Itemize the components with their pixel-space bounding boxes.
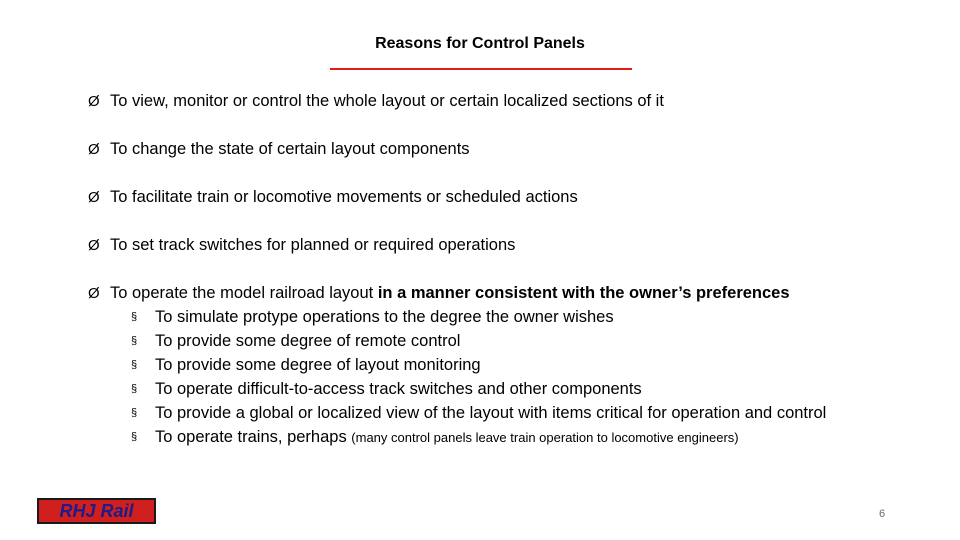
square-bullet-icon: § — [131, 407, 138, 419]
sub-bullet-item — [131, 354, 481, 376]
sub-bullet-item — [131, 402, 826, 424]
sub-bullet-text: To provide some degree of remote control — [155, 332, 461, 350]
square-bullet-icon: § — [131, 311, 138, 323]
logo-text: RHJ Rail — [59, 501, 134, 521]
sub-bullet-item — [131, 426, 739, 449]
sub-bullet-item — [131, 330, 460, 352]
bullet-text: To view, monitor or control the whole layout or certain localized sections of it — [110, 92, 664, 110]
bullet-text: To facilitate train or locomotive movements or scheduled actions — [110, 188, 578, 206]
arrow-bullet-icon: Ø — [88, 189, 100, 206]
arrow-bullet-icon: Ø — [88, 285, 100, 302]
sub-bullet-text: To provide a global or localized view of the layout with items critical for operation and control — [155, 404, 827, 422]
sub-bullet-text: To operate trains, perhaps — [155, 428, 352, 446]
bullet-item — [88, 138, 470, 161]
sub-bullet-text: To provide some degree of layout monitoring — [155, 356, 481, 374]
bullet-text: To change the state of certain layout components — [110, 140, 470, 158]
bullet-item — [88, 90, 664, 113]
bullet-text: To set track switches for planned or required operations — [110, 236, 516, 254]
arrow-bullet-icon: Ø — [88, 93, 100, 110]
sub-bullet-item — [131, 306, 614, 328]
square-bullet-icon: § — [131, 431, 138, 443]
page-number: 6 — [878, 508, 886, 520]
square-bullet-icon: § — [131, 335, 138, 347]
title-underline — [330, 68, 632, 70]
rhj-rail-logo — [37, 498, 156, 524]
sub-bullet-text: To operate difficult-to-access track switches and other components — [155, 380, 642, 398]
sub-bullet-text: To simulate protype operations to the degree the owner wishes — [155, 308, 614, 326]
sub-bullet-note: (many control panels leave train operation to locomotive engineers) — [351, 430, 739, 445]
arrow-bullet-icon: Ø — [88, 141, 100, 158]
sub-bullet-item — [131, 378, 642, 400]
bullet-text: To operate the model railroad layout — [110, 284, 378, 302]
bullet-item — [88, 186, 578, 209]
arrow-bullet-icon: Ø — [88, 237, 100, 254]
square-bullet-icon: § — [131, 359, 138, 371]
bullet-bold-text: in a manner consistent with the owner’s preferences — [377, 284, 790, 302]
square-bullet-icon: § — [131, 383, 138, 395]
slide-title: Reasons for Control Panels — [375, 35, 585, 52]
bullet-item — [88, 234, 515, 257]
bullet-item — [88, 282, 790, 305]
